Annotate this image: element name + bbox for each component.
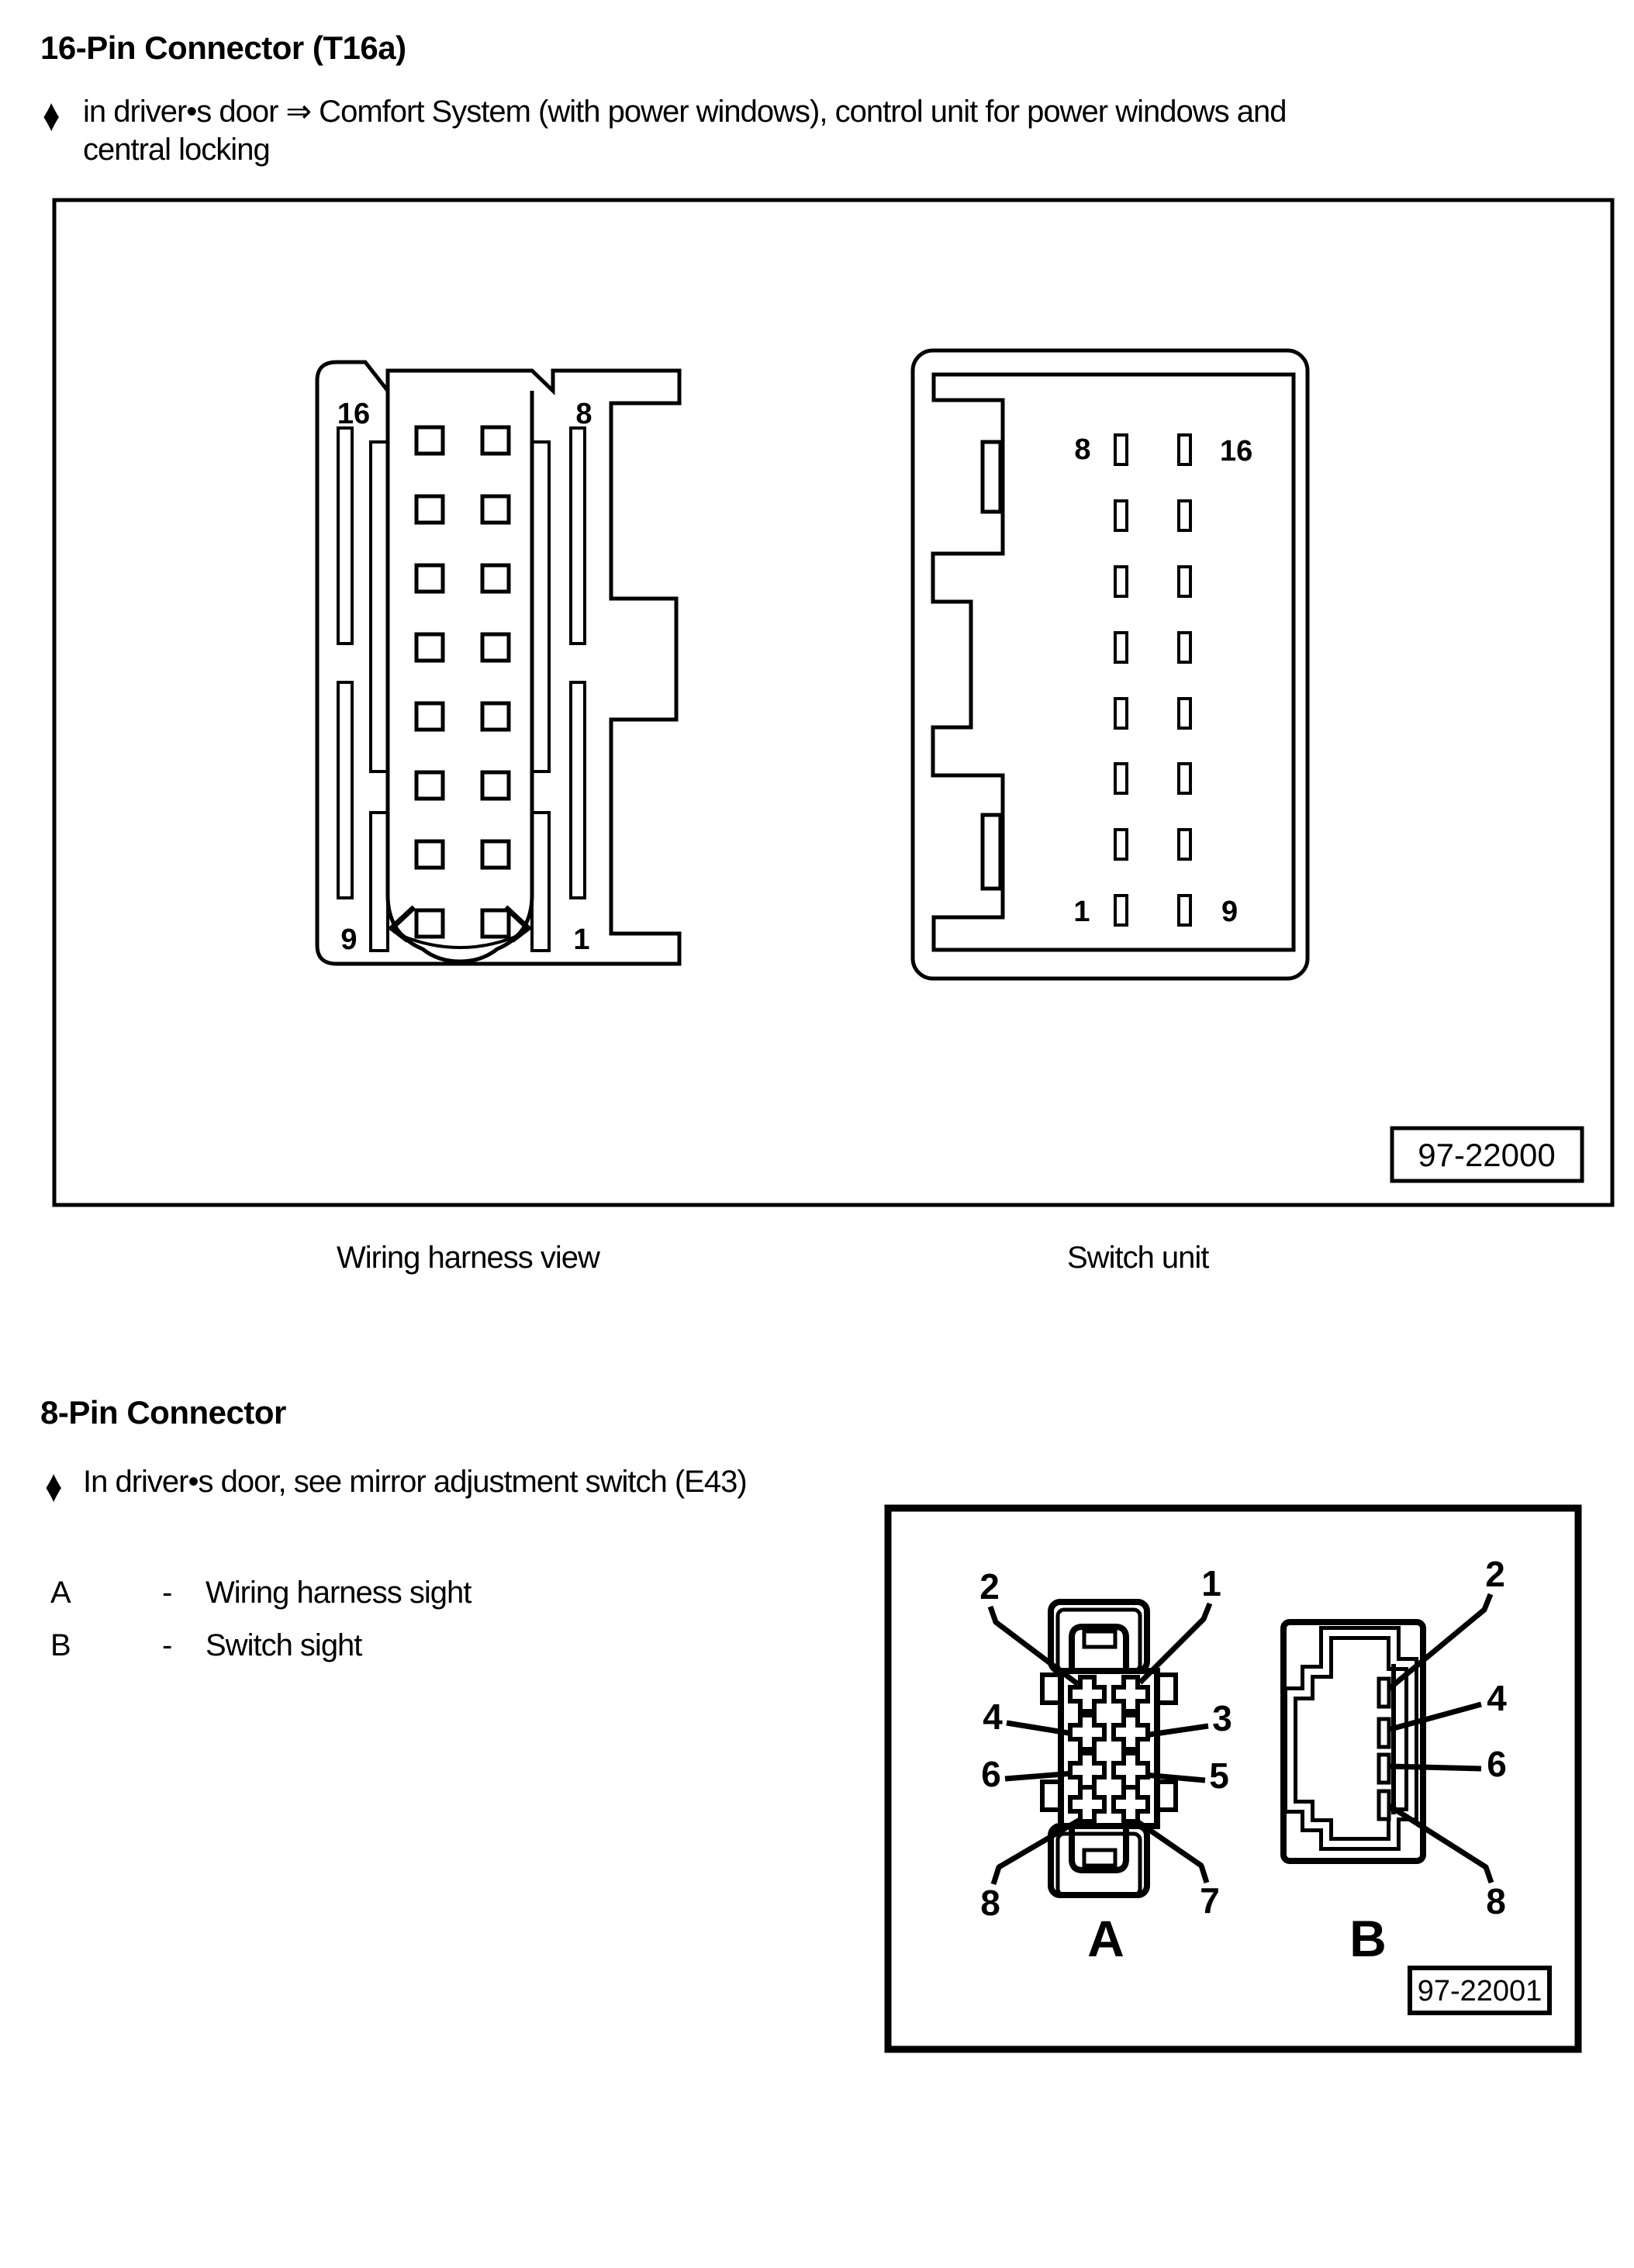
- switch-unit-16pin-diagram: [913, 350, 1308, 979]
- view-a-pin-number-6: 6: [981, 1754, 1001, 1794]
- legend-key-b: B: [50, 1628, 71, 1662]
- caption-wiring-harness-view: Wiring harness view: [337, 1241, 599, 1275]
- view-a-pin-number-2: 2: [979, 1566, 1000, 1607]
- view-b-label: B: [1349, 1910, 1387, 1967]
- view-a-pin-number-7: 7: [1200, 1880, 1220, 1921]
- harness-pin-number-9: 9: [340, 923, 358, 956]
- view-a-bottom-cap: [1051, 1826, 1147, 1895]
- figure-id-box-16pin: [1392, 1128, 1582, 1181]
- harness-pin-number-16: 16: [337, 398, 371, 430]
- view-b-leader-lines: [1388, 1594, 1491, 1883]
- figure-16pin-frame: [54, 200, 1612, 1205]
- view-b-pin-number-2: 2: [1485, 1554, 1505, 1594]
- harness-pin-number-1: 1: [573, 923, 590, 956]
- switch-slot-upper: [983, 442, 1000, 512]
- legend-separator-b: -: [162, 1628, 172, 1662]
- harness-wall-left-lower: [371, 813, 388, 951]
- view-a-pins: [1070, 1677, 1148, 1821]
- legend-separator-a: -: [162, 1576, 172, 1610]
- view-a-pin-number-4: 4: [983, 1697, 1003, 1737]
- switch-pin-number-8: 8: [1074, 433, 1091, 466]
- view-b-pins: [1379, 1679, 1389, 1819]
- legend-label-a: Wiring harness sight: [206, 1576, 472, 1610]
- view-a-8pin-diagram: [979, 1563, 1232, 1967]
- figure-8pin: [888, 1508, 1578, 2049]
- harness-slot-right-lower: [571, 682, 585, 898]
- bullet-diamond-icon: ♦: [43, 90, 60, 142]
- switch-pin-number-9: 9: [1221, 896, 1238, 928]
- view-a-pin-number-1: 1: [1201, 1563, 1221, 1603]
- legend-key-a: A: [50, 1576, 71, 1610]
- harness-pin-number-8: 8: [575, 398, 592, 430]
- harness-wall-left-upper: [371, 442, 388, 772]
- section-title-16pin: 16-Pin Connector (T16a): [40, 29, 406, 66]
- bullet-diamond-icon-2: ♦: [45, 1461, 63, 1513]
- figure-id-16pin: 97-22000: [1418, 1137, 1556, 1173]
- switch-pins: [1115, 435, 1190, 925]
- view-b-8pin-diagram: [1283, 1554, 1507, 1967]
- switch-pin-number-16: 16: [1220, 435, 1253, 468]
- figure-16pin: [54, 200, 1612, 1205]
- view-a-top-cap: [1051, 1602, 1147, 1671]
- view-b-pin-number-4: 4: [1487, 1678, 1507, 1718]
- caption-switch-unit: Switch unit: [1067, 1241, 1209, 1275]
- legend-label-b: Switch sight: [206, 1628, 362, 1662]
- figure-id-8pin: 97-22001: [1417, 1975, 1542, 2007]
- harness-view-16pin-diagram: [317, 362, 679, 964]
- harness-slot-right-upper: [571, 428, 585, 644]
- harness-wall-right-lower: [532, 813, 549, 951]
- bullet-text-16pin-line1: in driver•s door ⇒ Comfort System (with power windows), control unit for power windows and: [83, 95, 1287, 129]
- harness-pins: [416, 427, 509, 937]
- harness-cavity-chevron-left: [392, 907, 414, 941]
- harness-wall-right-upper: [532, 442, 549, 772]
- view-a-bottom-latch-window: [1084, 1850, 1115, 1866]
- harness-slot-left-upper: [338, 428, 352, 644]
- switch-pin-number-1: 1: [1073, 896, 1090, 928]
- bullet-text-16pin-line2: central locking: [83, 133, 270, 167]
- section-title-8pin: 8-Pin Connector: [40, 1394, 286, 1431]
- figure-id-box-8pin: [1410, 1968, 1549, 2013]
- view-a-pin-number-3: 3: [1212, 1698, 1232, 1738]
- bullet-text-8pin: In driver•s door, see mirror adjustment switch (E43): [83, 1465, 747, 1499]
- view-b-pin-number-6: 6: [1487, 1744, 1507, 1784]
- harness-pin-cavity: [388, 391, 532, 961]
- view-b-pin-number-8: 8: [1486, 1881, 1506, 1921]
- view-a-top-latch-window: [1084, 1631, 1115, 1647]
- view-a-label: A: [1087, 1910, 1124, 1967]
- switch-slot-lower: [983, 815, 1000, 889]
- harness-slot-left-lower: [338, 682, 352, 898]
- view-a-pin-number-8: 8: [980, 1883, 1000, 1923]
- view-a-pin-number-5: 5: [1209, 1755, 1229, 1796]
